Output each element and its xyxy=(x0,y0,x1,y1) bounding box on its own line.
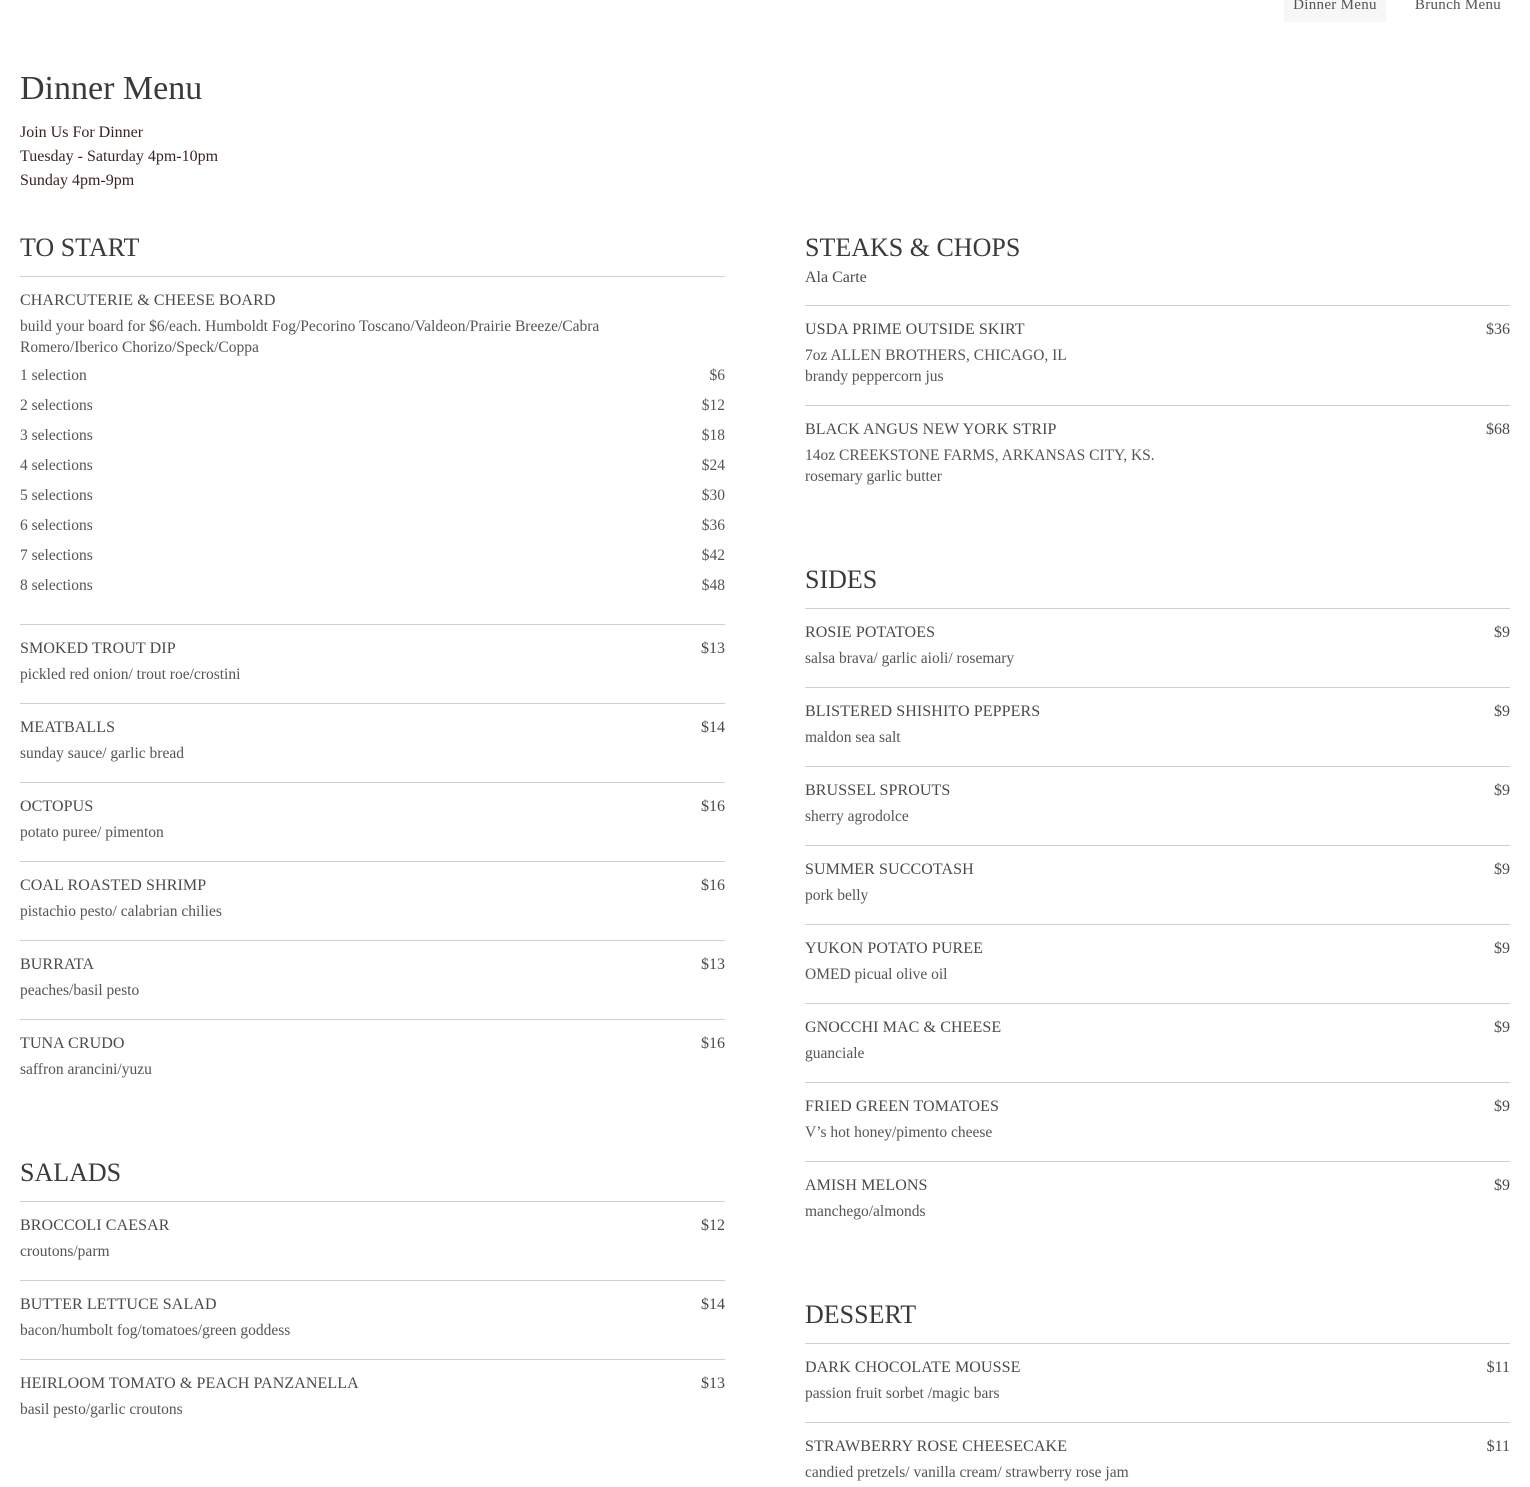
divider xyxy=(805,1161,1510,1162)
divider xyxy=(20,1280,725,1281)
divider xyxy=(20,940,725,941)
item-price: $9 xyxy=(1494,861,1510,878)
item-price: $9 xyxy=(1494,782,1510,799)
item-name: BURRATA xyxy=(20,956,95,973)
item-description: V’s hot honey/pimento cheese xyxy=(805,1124,993,1141)
selection-price: $6 xyxy=(709,367,725,384)
item-price: $13 xyxy=(701,640,725,657)
item-description: rosemary garlic butter xyxy=(805,468,942,485)
item-description: sherry agrodolce xyxy=(805,808,909,825)
item-price: $9 xyxy=(1494,1019,1510,1036)
item-price: $11 xyxy=(1486,1438,1510,1455)
divider xyxy=(20,782,725,783)
item-description: croutons/parm xyxy=(20,1243,110,1260)
item-description: candied pretzels/ vanilla cream/ strawberry rose jam xyxy=(805,1464,1129,1481)
item-name: OCTOPUS xyxy=(20,798,94,815)
item-name: BLISTERED SHISHITO PEPPERS xyxy=(805,703,1041,720)
selection-label: 8 selections xyxy=(20,577,93,594)
item-price: $9 xyxy=(1494,624,1510,641)
page-title: Dinner Menu xyxy=(20,70,203,107)
hours-sunday: Sunday 4pm-9pm xyxy=(20,172,135,189)
item-description: guanciale xyxy=(805,1045,865,1062)
item-name: GNOCCHI MAC & CHEESE xyxy=(805,1019,1002,1036)
section-title-dessert: DESSERT xyxy=(805,1300,917,1329)
item-description: pork belly xyxy=(805,887,869,904)
divider xyxy=(20,861,725,862)
item-description: brandy peppercorn jus xyxy=(805,368,944,385)
divider xyxy=(805,924,1510,925)
divider xyxy=(20,1359,725,1360)
item-origin: 7oz ALLEN BROTHERS, CHICAGO, IL xyxy=(805,347,1067,364)
divider xyxy=(805,766,1510,767)
item-description: maldon sea salt xyxy=(805,729,901,746)
divider xyxy=(20,1201,725,1202)
section-title-steaks: STEAKS & CHOPS xyxy=(805,233,1021,262)
item-name: HEIRLOOM TOMATO & PEACH PANZANELLA xyxy=(20,1375,359,1392)
item-price: $16 xyxy=(701,798,725,815)
item-name: BRUSSEL SPROUTS xyxy=(805,782,951,799)
item-name: SUMMER SUCCOTASH xyxy=(805,861,974,878)
divider xyxy=(805,1003,1510,1004)
selection-label: 4 selections xyxy=(20,457,93,474)
item-description: pickled red onion/ trout roe/crostini xyxy=(20,666,241,683)
divider xyxy=(20,624,725,625)
item-description: bacon/humbolt fog/tomatoes/green goddess xyxy=(20,1322,291,1339)
item-name: BLACK ANGUS NEW YORK STRIP xyxy=(805,421,1057,438)
item-description: salsa brava/ garlic aioli/ rosemary xyxy=(805,650,1015,667)
item-price: $9 xyxy=(1494,1098,1510,1115)
selection-price: $36 xyxy=(701,517,725,534)
item-name: ROSIE POTATOES xyxy=(805,624,936,641)
item-description: sunday sauce/ garlic bread xyxy=(20,745,184,762)
item-price: $16 xyxy=(701,877,725,894)
selection-label: 3 selections xyxy=(20,427,93,444)
selection-price: $24 xyxy=(701,457,725,474)
divider xyxy=(20,703,725,704)
tab-brunch-menu[interactable]: Brunch Menu xyxy=(1414,0,1502,13)
divider xyxy=(805,305,1510,306)
divider xyxy=(805,405,1510,406)
item-price: $9 xyxy=(1494,1177,1510,1194)
divider xyxy=(805,845,1510,846)
item-price: $14 xyxy=(701,719,725,736)
item-description: pistachio pesto/ calabrian chilies xyxy=(20,903,222,920)
selection-label: 6 selections xyxy=(20,517,93,534)
item-name: FRIED GREEN TOMATOES xyxy=(805,1098,1000,1115)
divider xyxy=(805,608,1510,609)
item-description: saffron arancini/yuzu xyxy=(20,1061,152,1078)
item-price: $14 xyxy=(701,1296,725,1313)
item-name: CHARCUTERIE & CHEESE BOARD xyxy=(20,292,276,309)
divider xyxy=(20,276,725,277)
section-subtitle: Ala Carte xyxy=(805,269,867,286)
item-origin: 14oz CREEKSTONE FARMS, ARKANSAS CITY, KS. xyxy=(805,447,1155,464)
item-description: peaches/basil pesto xyxy=(20,982,140,999)
hours xyxy=(20,121,218,193)
item-name: BUTTER LETTUCE SALAD xyxy=(20,1296,217,1313)
item-name: COAL ROASTED SHRIMP xyxy=(20,877,207,894)
section-title-to-start: TO START xyxy=(20,233,140,262)
section-title-sides: SIDES xyxy=(805,565,878,594)
item-name: YUKON POTATO PUREE xyxy=(805,940,984,957)
item-price: $13 xyxy=(701,956,725,973)
selection-label: 1 selection xyxy=(20,367,87,384)
item-name: STRAWBERRY ROSE CHEESECAKE xyxy=(805,1438,1068,1455)
selection-price: $48 xyxy=(701,577,725,594)
item-description: build your board for $6/each. Humboldt Fog/Pecorino Toscano/Valdeon/Prairie Breeze/Cabra Romero/Iberico Chorizo/Speck/Coppa xyxy=(20,318,600,356)
divider xyxy=(805,1343,1510,1344)
item-price: $16 xyxy=(701,1035,725,1052)
item-price: $11 xyxy=(1486,1359,1510,1376)
item-price: $12 xyxy=(701,1217,725,1234)
item-price: $9 xyxy=(1494,703,1510,720)
divider xyxy=(805,687,1510,688)
item-description: manchego/almonds xyxy=(805,1203,926,1220)
hours-weekday: Tuesday - Saturday 4pm-10pm xyxy=(20,148,219,165)
item-name: DARK CHOCOLATE MOUSSE xyxy=(805,1359,1021,1376)
item-name: TUNA CRUDO xyxy=(20,1035,125,1052)
selection-price: $18 xyxy=(701,427,725,444)
tab-dinner-menu[interactable]: Dinner Menu xyxy=(1284,0,1386,22)
selection-price: $30 xyxy=(701,487,725,504)
item-name: BROCCOLI CAESAR xyxy=(20,1217,170,1234)
item-description: OMED picual olive oil xyxy=(805,966,948,983)
item-price: $68 xyxy=(1486,421,1510,438)
item-price: $13 xyxy=(701,1375,725,1392)
item-description: potato puree/ pimenton xyxy=(20,824,164,841)
item-description: passion fruit sorbet /magic bars xyxy=(805,1385,1000,1402)
divider xyxy=(805,1082,1510,1083)
hours-heading: Join Us For Dinner xyxy=(20,124,144,141)
section-title-salads: SALADS xyxy=(20,1158,122,1187)
selection-price: $12 xyxy=(701,397,725,414)
item-description: basil pesto/garlic croutons xyxy=(20,1401,183,1418)
item-name: SMOKED TROUT DIP xyxy=(20,640,176,657)
divider xyxy=(805,1422,1510,1423)
item-name: USDA PRIME OUTSIDE SKIRT xyxy=(805,321,1025,338)
selection-label: 7 selections xyxy=(20,547,93,564)
selection-label: 5 selections xyxy=(20,487,93,504)
selection-label: 2 selections xyxy=(20,397,93,414)
item-price: $36 xyxy=(1486,321,1510,338)
item-name: AMISH MELONS xyxy=(805,1177,928,1194)
item-price: $9 xyxy=(1494,940,1510,957)
item-name: MEATBALLS xyxy=(20,719,116,736)
selection-price: $42 xyxy=(701,547,725,564)
divider xyxy=(20,1019,725,1020)
